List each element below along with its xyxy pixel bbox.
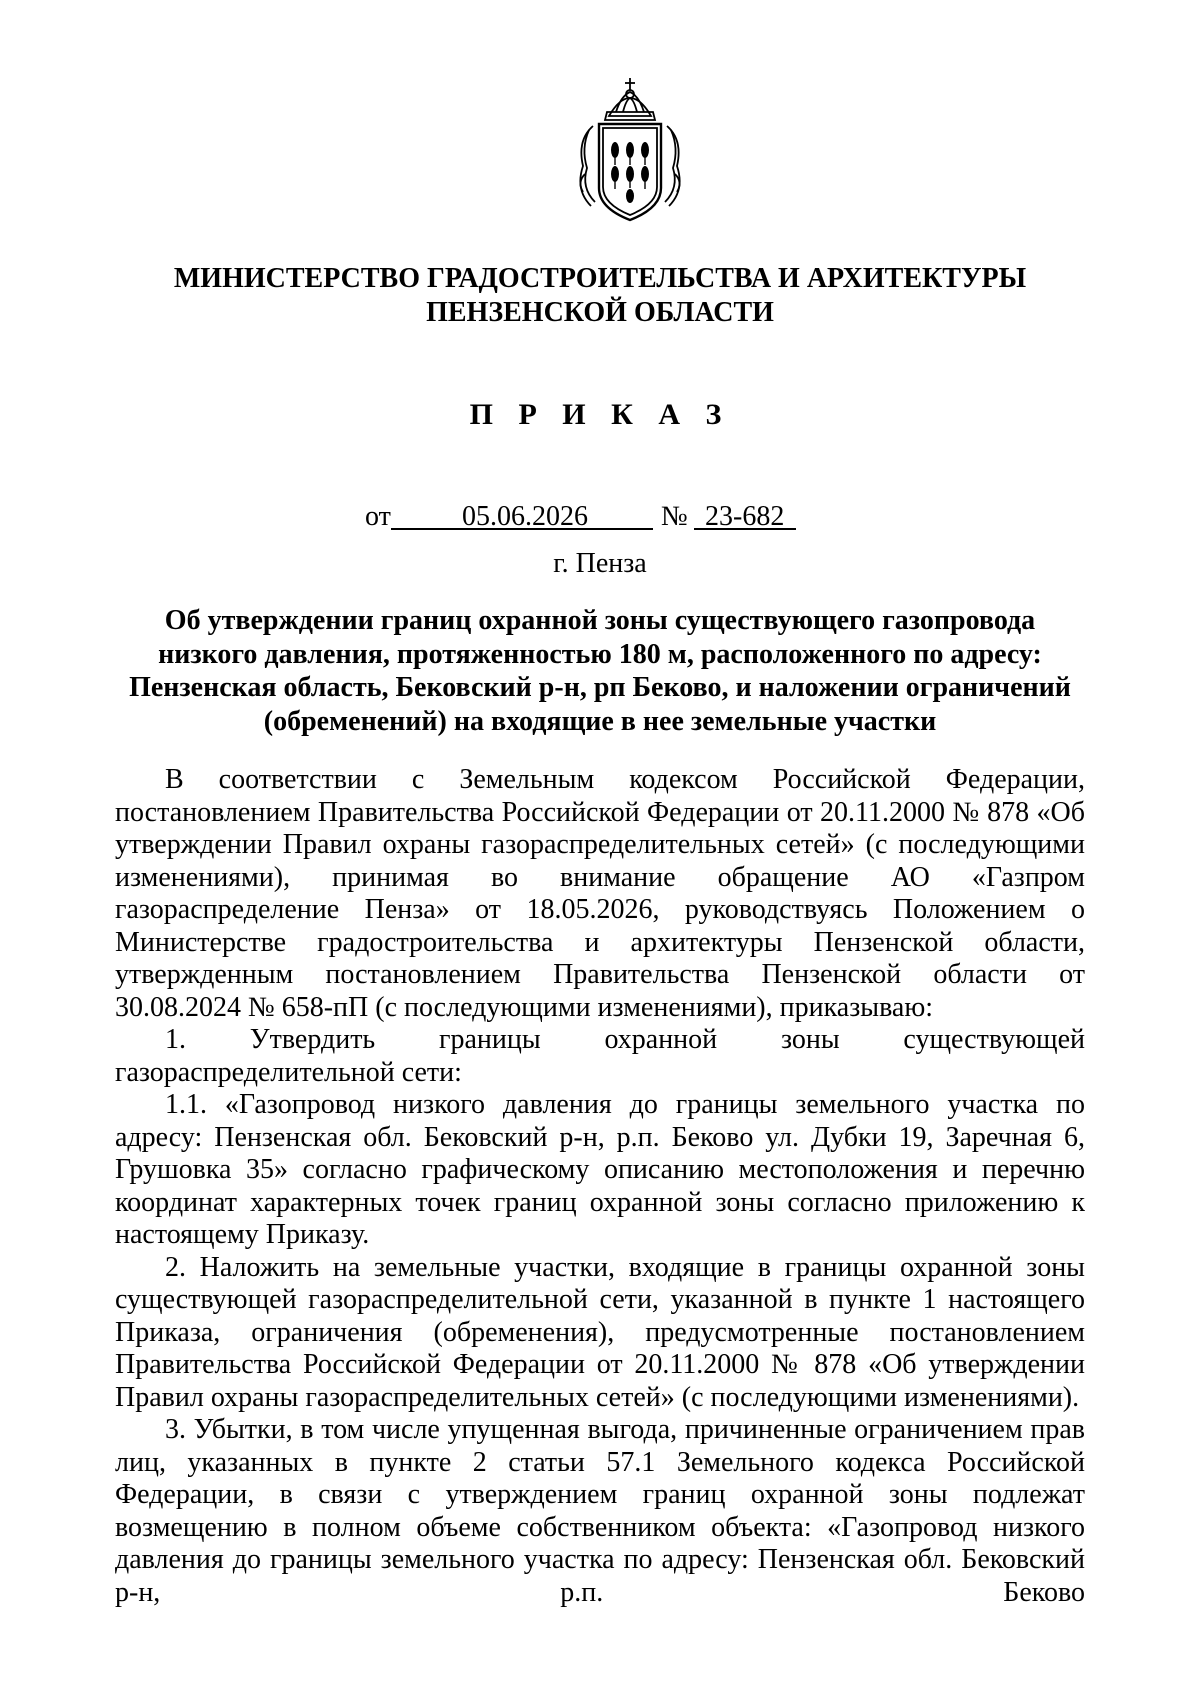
clause-1: 1. Утвердить границы охранной зоны существующей газораспределительной сети: <box>115 1024 1085 1088</box>
order-subject: Об утверждении границ охранной зоны существующего газопровода низкого давления, протяженностью 180 м, расположенного по адресу: Пензенская область, Бековский р-н, рп Беково, и наложении ограничений (обременений) на входящие в нее земельные участки <box>129 605 1071 737</box>
clause-1-1: 1.1. «Газопровод низкого давления до границы земельного участка по адресу: Пензенская обл. Бековский р-н, р.п. Беково ул. Дубки 19, Заречная 6, Грушовка 35» согласно графическому описанию местоположения и перечню координат характерных точек границ охранной зоны согласно приложению к настоящему Приказу. <box>115 1089 1085 1250</box>
preamble-paragraph: В соответствии с Земельным кодексом Российской Федерации, постановлением Правительства Российской Федерации от 20.11.2000 № 878 «Об утверждении Правил охраны газораспределительных сетей» (с последующими изменениями), принимая во внимание обращение АО «Газпром газораспределение Пенза» от 18.05.2026, руководствуясь Положением о Министерстве градостроительства и архитектуры Пензенской области, утвержденным постановлением Правительства Пензенской области от 30.08.2024 № 658-пП (с последующими изменениями), приказываю: <box>115 764 1085 1023</box>
date-prefix: от <box>365 501 391 532</box>
clause-2: 2. Наложить на земельные участки, входящие в границы охранной зоны существующей газораспределительной сети, указанной в пункте 1 настоящего Приказа, ограничения (обременения), предусмотренные постановлением Правительства Российской Федерации от 20.11.2000 № 878 «Об утверждении Правил охраны газораспределительных сетей» (с последующими изменениями). <box>115 1251 1085 1413</box>
order-date: 05.06.2026 <box>462 501 588 532</box>
document-body <box>115 764 1085 1609</box>
number-prefix: № <box>661 501 688 532</box>
document-type-title: П Р И К А З <box>469 398 731 431</box>
order-number: 23-682 <box>705 501 785 532</box>
ministry-name-line1: МИНИСТЕРСТВО ГРАДОСТРОИТЕЛЬСТВА И АРХИТЕКТУРЫ <box>173 263 1027 294</box>
city-line: г. Пенза <box>553 548 647 579</box>
clause-3: 3. Убытки, в том числе упущенная выгода, причиненные ограничением прав лиц, указанных в пункте 2 статьи 57.1 Земельного кодекса Российской Федерации, в связи с утверждением границ охранной зоны подлежат возмещению в полном объеме собственником объекта: «Газопровод низкого давления до границы земельного участка по адресу: Пензенская обл. Бековский р-н, р.п. Беково <box>115 1414 1085 1608</box>
ministry-name-line2: ПЕНЗЕНСКОЙ ОБЛАСТИ <box>426 297 774 328</box>
penza-region-coat-of-arms-icon <box>571 70 689 230</box>
